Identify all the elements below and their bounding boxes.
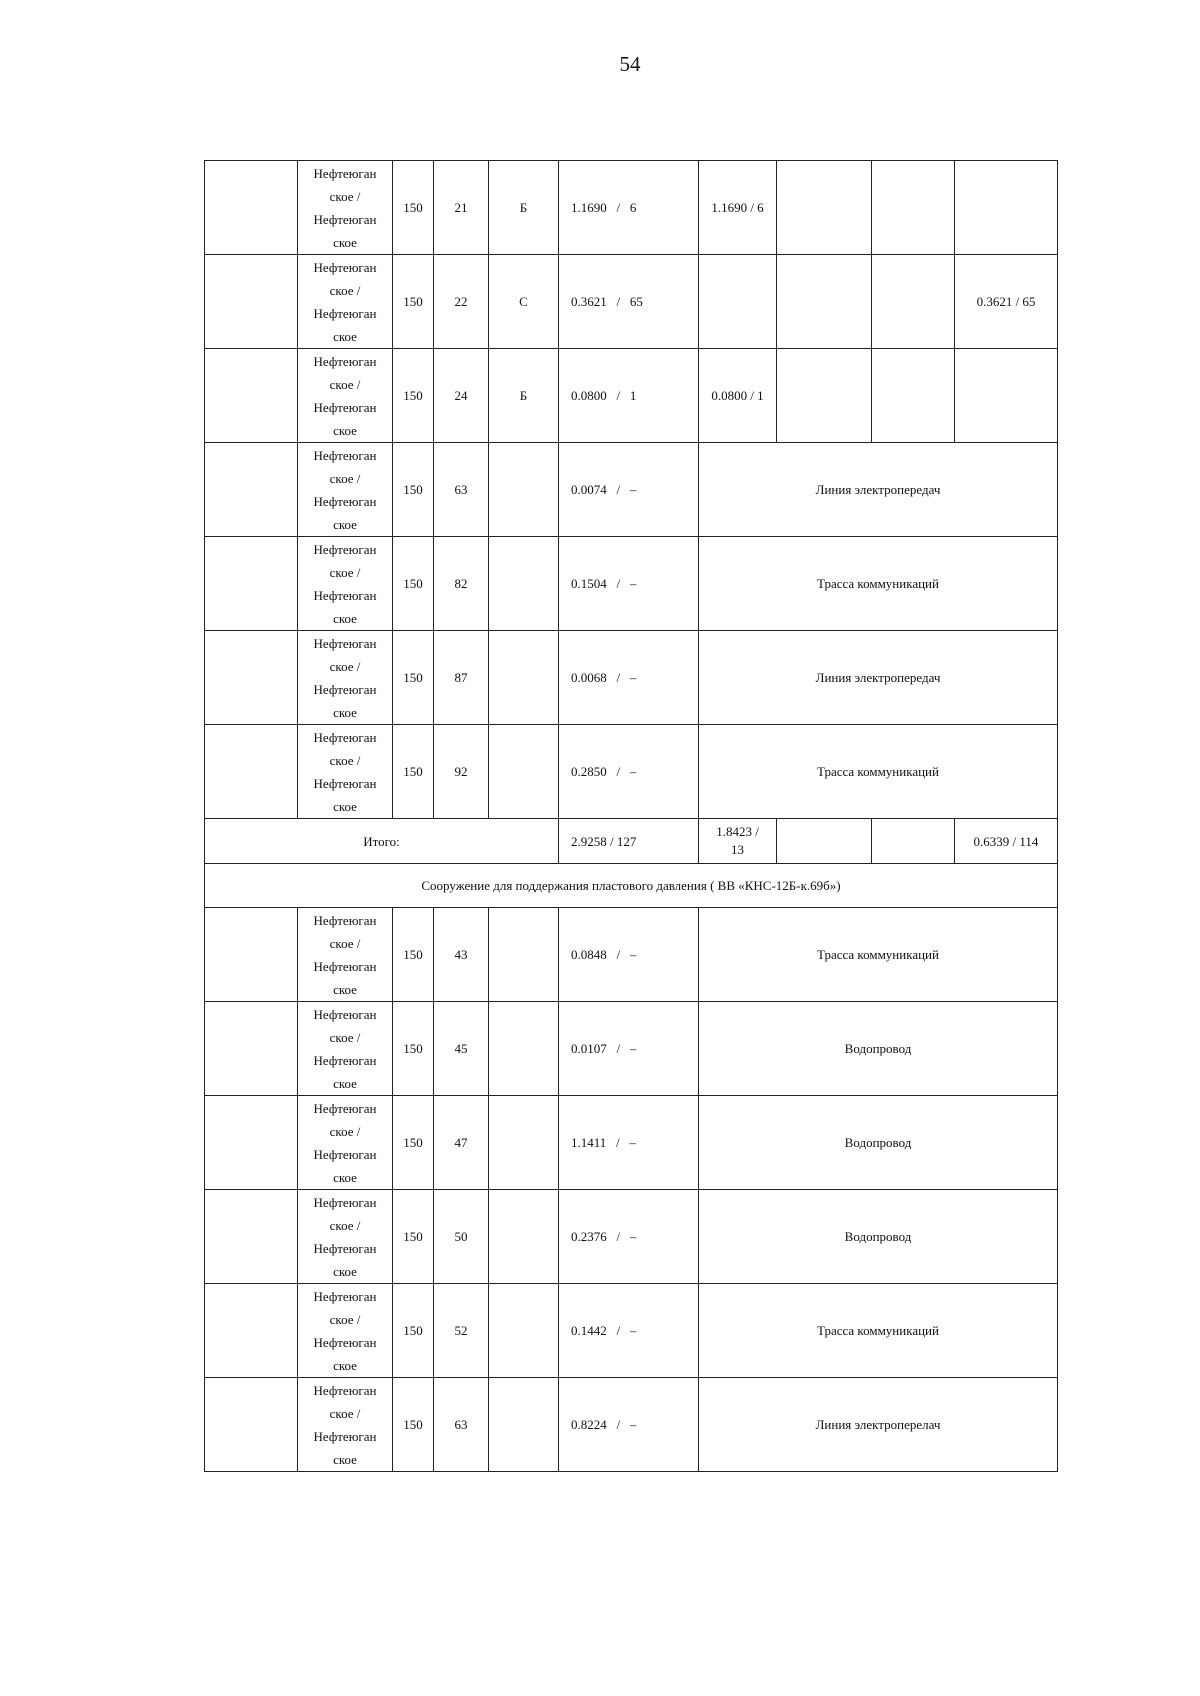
- location-cell: [298, 255, 393, 349]
- location-line: ское /: [329, 658, 361, 674]
- location-line: ское /: [329, 470, 361, 486]
- location-line: Нефтеюган: [313, 305, 377, 321]
- location-line: ское /: [329, 188, 361, 204]
- area-cell: 0.1504 / –: [559, 537, 699, 631]
- plot-number-cell: 52: [434, 1284, 489, 1378]
- empty-cell: [205, 443, 298, 537]
- table-row: [205, 161, 1058, 255]
- location-cell: [298, 1284, 393, 1378]
- category-cell: [489, 1002, 559, 1096]
- quarter-cell: 150: [393, 908, 434, 1002]
- quarter-cell: 150: [393, 631, 434, 725]
- location-line: Нефтеюган: [313, 958, 377, 974]
- plot-number-cell: 50: [434, 1190, 489, 1284]
- page-number: 54: [619, 52, 641, 76]
- location-line: ское: [333, 610, 357, 626]
- total-category-b-line: 13: [731, 842, 744, 857]
- location-line: Нефтеюган: [313, 587, 377, 603]
- location-line: Нефтеюган: [313, 729, 377, 745]
- location-cell: [298, 725, 393, 819]
- location-line: Нефтеюган: [313, 1240, 377, 1256]
- location-line: ское: [333, 981, 357, 997]
- empty-cell: [205, 1284, 298, 1378]
- empty-cell: [872, 161, 955, 255]
- plot-number-cell: 47: [434, 1096, 489, 1190]
- empty-cell: [205, 349, 298, 443]
- location-line: Нефтеюган: [313, 353, 377, 369]
- table-row: [205, 255, 1058, 349]
- location-cell: [298, 537, 393, 631]
- purpose-cell: Трасса коммуникаций: [699, 1284, 1058, 1378]
- location-line: Нефтеюган: [313, 1382, 377, 1398]
- location-cell: [298, 443, 393, 537]
- location-cell: [298, 1002, 393, 1096]
- location-line: Нефтеюган: [313, 775, 377, 791]
- empty-cell: [777, 349, 872, 443]
- location-line: Нефтеюган: [313, 1194, 377, 1210]
- empty-cell: [205, 1096, 298, 1190]
- location-line: ское: [333, 1263, 357, 1279]
- location-line: Нефтеюган: [313, 493, 377, 509]
- location-line: Нефтеюган: [313, 1052, 377, 1068]
- area-category-c-cell: [955, 161, 1058, 255]
- purpose-cell: Линия электропередач: [699, 631, 1058, 725]
- table-row: [205, 908, 1058, 1002]
- empty-cell: [872, 819, 955, 864]
- location-cell: [298, 631, 393, 725]
- location-cell: [298, 1096, 393, 1190]
- category-cell: [489, 1190, 559, 1284]
- table-row: [205, 631, 1058, 725]
- plot-number-cell: 63: [434, 443, 489, 537]
- plot-number-cell: 24: [434, 349, 489, 443]
- empty-cell: [205, 631, 298, 725]
- purpose-cell: Водопровод: [699, 1096, 1058, 1190]
- location-line: ское /: [329, 1123, 361, 1139]
- total-category-b-line: 1.8423 /: [716, 824, 759, 839]
- location-cell: [298, 349, 393, 443]
- location-cell: [298, 1190, 393, 1284]
- location-line: ское /: [329, 376, 361, 392]
- plot-number-cell: 92: [434, 725, 489, 819]
- purpose-cell: Водопровод: [699, 1002, 1058, 1096]
- location-line: ское: [333, 798, 357, 814]
- area-cell: 0.1442 / –: [559, 1284, 699, 1378]
- empty-cell: [205, 1190, 298, 1284]
- location-line: Нефтеюган: [313, 211, 377, 227]
- plot-number-cell: 43: [434, 908, 489, 1002]
- plot-number-cell: 87: [434, 631, 489, 725]
- empty-cell: [205, 1378, 298, 1472]
- location-line: ское /: [329, 564, 361, 580]
- empty-cell: [205, 1002, 298, 1096]
- category-cell: Б: [489, 161, 559, 255]
- quarter-cell: 150: [393, 725, 434, 819]
- area-category-b-cell: [699, 255, 777, 349]
- empty-cell: [777, 255, 872, 349]
- category-cell: С: [489, 255, 559, 349]
- quarter-cell: 150: [393, 1284, 434, 1378]
- location-cell: [298, 908, 393, 1002]
- quarter-cell: 150: [393, 349, 434, 443]
- plot-number-cell: 45: [434, 1002, 489, 1096]
- location-line: ское /: [329, 1217, 361, 1233]
- section-header-row: [205, 864, 1058, 908]
- location-line: ское: [333, 704, 357, 720]
- area-cell: 1.1690 / 6: [559, 161, 699, 255]
- empty-cell: [205, 725, 298, 819]
- category-cell: Б: [489, 349, 559, 443]
- location-cell: [298, 1378, 393, 1472]
- location-line: Нефтеюган: [313, 1288, 377, 1304]
- table-row: [205, 1378, 1058, 1472]
- category-cell: [489, 443, 559, 537]
- total-label: Итого:: [205, 819, 559, 864]
- purpose-cell: Трасса коммуникаций: [699, 725, 1058, 819]
- empty-cell: [205, 255, 298, 349]
- location-line: ское /: [329, 935, 361, 951]
- location-line: ское: [333, 1357, 357, 1373]
- location-line: ское /: [329, 282, 361, 298]
- category-cell: [489, 1284, 559, 1378]
- area-cell: 0.0848 / –: [559, 908, 699, 1002]
- category-cell: [489, 725, 559, 819]
- table-row: [205, 443, 1058, 537]
- location-line: Нефтеюган: [313, 399, 377, 415]
- area-cell: 0.0074 / –: [559, 443, 699, 537]
- area-category-b-cell: 1.1690 / 6: [699, 161, 777, 255]
- section-title: Сооружение для поддержания пластового давления ( ВВ «КНС-12Б-к.69б»): [205, 864, 1058, 908]
- purpose-cell: Линия электроперелач: [699, 1378, 1058, 1472]
- location-line: ское /: [329, 1405, 361, 1421]
- purpose-cell: Трасса коммуникаций: [699, 537, 1058, 631]
- location-line: Нефтеюган: [313, 259, 377, 275]
- area-cell: 1.1411 / –: [559, 1096, 699, 1190]
- location-line: Нефтеюган: [313, 447, 377, 463]
- location-line: ское: [333, 234, 357, 250]
- location-line: Нефтеюган: [313, 541, 377, 557]
- quarter-cell: 150: [393, 161, 434, 255]
- location-line: ское: [333, 1075, 357, 1091]
- location-line: ское /: [329, 1029, 361, 1045]
- table-row: [205, 537, 1058, 631]
- location-line: Нефтеюган: [313, 1428, 377, 1444]
- empty-cell: [205, 537, 298, 631]
- location-line: ское: [333, 1451, 357, 1467]
- location-line: ское: [333, 328, 357, 344]
- location-line: Нефтеюган: [313, 912, 377, 928]
- plot-number-cell: 21: [434, 161, 489, 255]
- empty-cell: [872, 255, 955, 349]
- area-cell: 0.2850 / –: [559, 725, 699, 819]
- location-line: Нефтеюган: [313, 1334, 377, 1350]
- location-line: Нефтеюган: [313, 1146, 377, 1162]
- category-cell: [489, 1096, 559, 1190]
- area-cell: 0.0107 / –: [559, 1002, 699, 1096]
- total-row: [205, 819, 1058, 864]
- empty-cell: [205, 161, 298, 255]
- table-row: [205, 349, 1058, 443]
- location-line: Нефтеюган: [313, 681, 377, 697]
- quarter-cell: 150: [393, 255, 434, 349]
- area-category-c-cell: 0.3621 / 65: [955, 255, 1058, 349]
- table-row: [205, 1190, 1058, 1284]
- plot-number-cell: 22: [434, 255, 489, 349]
- area-category-b-cell: 0.0800 / 1: [699, 349, 777, 443]
- empty-cell: [872, 349, 955, 443]
- area-cell: 0.8224 / –: [559, 1378, 699, 1472]
- quarter-cell: 150: [393, 1190, 434, 1284]
- location-line: ское /: [329, 752, 361, 768]
- location-line: Нефтеюган: [313, 165, 377, 181]
- table-row: [205, 725, 1058, 819]
- location-cell: [298, 161, 393, 255]
- table-row: [205, 1284, 1058, 1378]
- empty-cell: [205, 908, 298, 1002]
- quarter-cell: 150: [393, 1096, 434, 1190]
- purpose-cell: Трасса коммуникаций: [699, 908, 1058, 1002]
- table-row: [205, 1096, 1058, 1190]
- area-cell: 0.0068 / –: [559, 631, 699, 725]
- total-area: 2.9258 / 127: [559, 819, 699, 864]
- empty-cell: [777, 161, 872, 255]
- purpose-cell: Линия электропередач: [699, 443, 1058, 537]
- category-cell: [489, 908, 559, 1002]
- area-cell: 0.3621 / 65: [559, 255, 699, 349]
- category-cell: [489, 1378, 559, 1472]
- category-cell: [489, 631, 559, 725]
- location-line: ское: [333, 516, 357, 532]
- quarter-cell: 150: [393, 1378, 434, 1472]
- location-line: Нефтеюган: [313, 1100, 377, 1116]
- empty-cell: [777, 819, 872, 864]
- purpose-cell: Водопровод: [699, 1190, 1058, 1284]
- quarter-cell: 150: [393, 443, 434, 537]
- location-line: ское /: [329, 1311, 361, 1327]
- total-category-b: [699, 819, 777, 864]
- area-cell: 0.2376 / –: [559, 1190, 699, 1284]
- plot-number-cell: 82: [434, 537, 489, 631]
- location-line: Нефтеюган: [313, 635, 377, 651]
- location-line: Нефтеюган: [313, 1006, 377, 1022]
- area-cell: 0.0800 / 1: [559, 349, 699, 443]
- plot-number-cell: 63: [434, 1378, 489, 1472]
- area-category-c-cell: [955, 349, 1058, 443]
- table-row: [205, 1002, 1058, 1096]
- location-line: ское: [333, 422, 357, 438]
- quarter-cell: 150: [393, 1002, 434, 1096]
- total-category-c: 0.6339 / 114: [955, 819, 1058, 864]
- land-plots-table: [204, 160, 1058, 1472]
- category-cell: [489, 537, 559, 631]
- location-line: ское: [333, 1169, 357, 1185]
- quarter-cell: 150: [393, 537, 434, 631]
